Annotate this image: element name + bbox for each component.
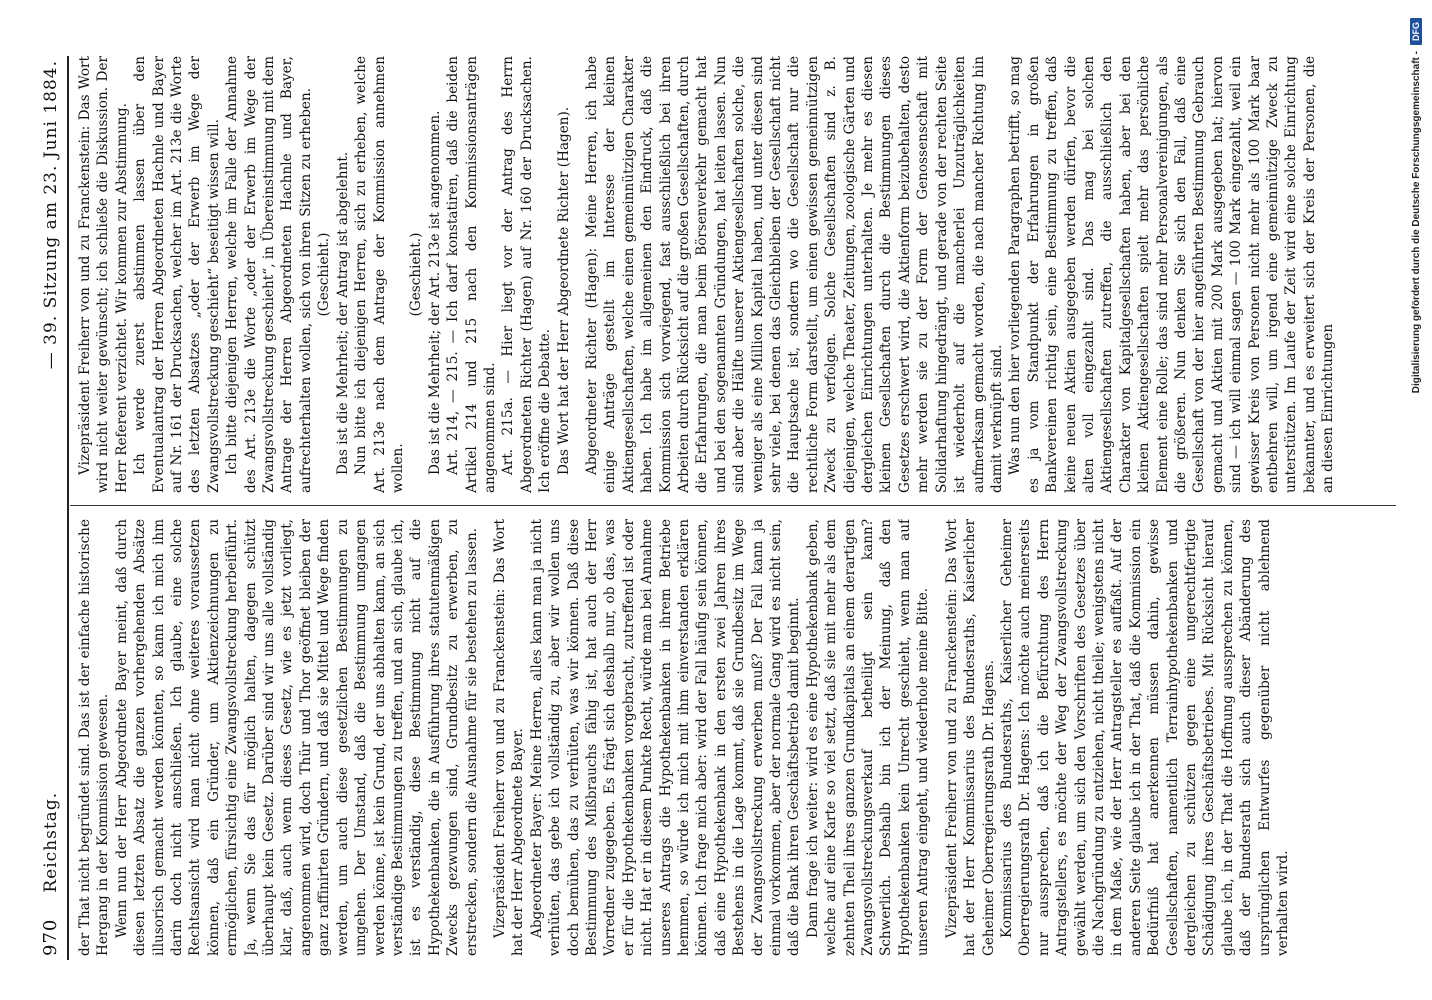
paragraph: Das ist die Mehrheit; der Art. 213e ist angenommen. — [426, 110, 443, 475]
stage-direction: (Geschieht.) — [316, 232, 333, 317]
paragraph: Das ist die Mehrheit; der Antrag ist abgelehnt. — [334, 151, 351, 475]
paragraph: Ich werde zuerst abstimmen lassen über den Eventualantrag der Herren Abgeordneten Hachnle und Bayer auf Nr. 161 der Drucksachen, welcher im Art. 213e die Worte des letzten Absatzes „oder der Erwerb im Wege der Zwangsvollstreckung geschieht“ beseitigt wissen will. — [132, 56, 222, 493]
paragraph: Wenn nun der Herr Abgeordnete Bayer meint, daß durch diesen letzten Absatz die ganzen vorhergehenden Absätze illusorisch gemacht werden könnten, so kann ich mich ihm darin doch nicht anschließen. Ich glaube, eine solche Rechtsansicht wird man nicht ohne weiteres voraussetzen können, daß ein Gründer, um Aktienzeichnungen zu ermöglichen, fürsichtig eine Zwangsvollstreckung herbeiführt. Ja, wenn Sie das für möglich halten, dagegen schützt überhaupt kein Gesetz. Darüber sind wir uns alle vollständig klar, daß, auch wenn dieses Gesetz, wie es jetzt vorliegt, angenommen wird, doch Thür und Thor geöffnet bleiben der ganz raffinirten Gründern, und daß sie Mittel und Wege finden werden, um auch diese gesetzlichen Bestimmungen zu umgehen. Der Umstand, daß die Bestimmung umgangen werden könne, ist kein Grund, der uns abhalten kann, an sich verständige Bestimmungen zu treffen, und an sich, glaube ich, ist es verständig, diese Bestimmung nicht auf die Hypothekenbanken, die in Ausführung ihres statutenmäßigen Zwecks gezwungen sind, Grundbesitz zu erwerben, zu erstrecken, sondern die Ausnahme für sie bestehen zu lassen. — [113, 519, 480, 956]
right-column — [76, 56, 1396, 493]
digitization-credit — [1404, 0, 1428, 1000]
paragraph: der That nicht begründet sind. Das ist der einfache historische Hergang in der Kommission gewesen. — [77, 519, 112, 956]
paragraph: Vizepräsident Freiherr von und zu Franckenstein: Das Wort wird nicht weiter gewünscht; ich schließe die Diskussion. Der Herr Referent verzichtet. Wir kommen zur Abstimmung. — [77, 56, 130, 493]
session-date: — 39. Sitzung am 23. Juni 1884. — [41, 60, 61, 370]
stage-direction: (Geschieht.) — [408, 232, 425, 317]
text-columns — [76, 56, 1396, 956]
paragraph: Vizepräsident Freiherr von und zu Franckenstein: Das Wort hat der Herr Abgeordnete Bayer. — [491, 519, 527, 956]
paragraph: Das Wort hat der Herr Abgeordnete Richter (Hagen). — [555, 106, 572, 475]
page-number: 970 — [40, 918, 61, 956]
column-divider — [70, 505, 1396, 506]
paragraph: Ich bitte diejenigen Herren, welche im Falle der Annahme des Art. 213e die Worte „oder der Erwerb im Wege der Zwangsvollstreckung geschieht“, in Übereinstimmung mit dem Antrage der Herren Abgeordneten Hachnle und Bayer, aufrechterhalten wollen, sich von ihren Sitzen zu erheben. — [224, 56, 314, 493]
publication-title: Reichstag. — [41, 791, 61, 893]
paragraph: Kommissarius des Bundesraths, Kaiserlicher Geheimer Oberregierungsrath Dr. Hagens: Ich möchte auch meinerseits nur aussprechen, daß ich die Befürchtung des Herrn Antragstellers, es möchte der Weg der Zwangsvollstreckung gewählt werden, um sich den Vorschriften des Gesetzes über die Nachgründung zu entziehen, nicht theile; wenigstens nicht in dem Maße, wie der Herr Antragsteller es auffaßt. Auf der anderen Seite glaube ich in der That, daß die Kommission ein Bedürfniß hat anerkennen müssen dahin, gewisse Gesellschaften, namentlich Terrainhypothekenbanken und dergleichen zu schützen gegen eine ungerechtfertigte Schädigung ihres Geschäftsbetriebes. Mit Rücksicht hierauf glaube ich, in der That die Hoffnung aussprechen zu können, daß der Bundesrath sich auch dieser Abänderung des ursprünglichen Entwurfes gegenüber nicht ablehnend verhalten wird. — [998, 519, 1291, 956]
paragraph: Abgeordneter Richter (Hagen): Meine Herren, ich habe einige Anträge gestellt im Interesse der kleinen Aktiengesellschaften, welche einen gemeinnützigen Charakter haben. Ich habe im allgemeinen den Eindruck, daß die Kommission sich vorwiegend, fast ausschließlich bei ihren Arbeiten durch Rücksicht auf die großen Gesellschaften, durch die Erfahrungen, die man beim Börsenverkehr gemacht hat und bei den sogenannten Gründungen, hat leiten lassen. Nun sind aber die Hälfte unserer Aktiengesellschaften solche, die weniger als eine Million Kapital haben, und unter diesen sind sehr viele, bei denen das Gleichbleiben der Gesellschaft nicht die Hauptsache ist, sondern wo die Gesellschaft nur die rechtliche Form darstellt, um einen gewissen gemeinnützigen Zweck zu verfolgen. Solche Gesellschaften sind z. B. diejenigen, welche Theater, Zeitungen, zoologische Gärten und dergleichen Einrichtungen unterhalten. Je mehr es diesen kleinen Gesellschaften durch die Bestimmungen dieses Gesetzes erschwert wird, die Aktienform beizubehalten, desto mehr werden sie zu der Form der Genossenschaft mit Solidarhaftung hingedrängt, und gerade von der rechten Seite ist wiederholt auf die mancherlei Unzuträglichkeiten aufmerksam gemacht worden, die nach mancher Richtung hin damit verknüpft sind. — [583, 56, 1005, 493]
paragraph: Was nun den hier vorliegenden Paragraphen betrifft, so mag es ja vom Standpunkt der Erfahrungen in großen Bankvereinen richtig sein, eine Bestimmung zu treffen, daß keine neuen Aktien ausgegeben werden dürfen, bevor die alten voll eingezahlt sind. Das mag bei solchen Aktiengesellschaften zutreffen, die ausschließlich den Charakter von Kapitalgesellschaften haben, aber bei den kleinen Aktiengesellschaften spielt mehr das persönliche Element eine Rolle; das sind mehr Personalvereinigungen, als die größeren. Nun denken Sie sich den Fall, daß eine Gesellschaft von der hier angeführten Bestimmung Gebrauch gemacht und Aktien mit 200 Mark ausgegeben hat; hiervon sind — ich will einmal sagen — 100 Mark eingezahlt, weil ein gewisser Kreis von Personen nicht mehr als 100 Mark baar entbehren will, um irgend eine gemeinnützige Zweck zu unterstützen. Im Laufe der Zeit wird eine solche Einrichtung bekannter, und es erweitert sich der Kreis der Personen, die an diesen Einrichtungen — [1007, 56, 1337, 493]
page-header — [40, 56, 69, 960]
dfg-logo: DFG — [1410, 18, 1422, 45]
paragraph: Dann frage ich weiter: wird es eine Hypothekenbank geben, welche auf eine Karte so viel setzt, daß sie mit mehr als dem zehnten Theil ihres ganzen Grundkapitals an einem derartigen Zwangsvollstreckungsverkauf betheiligt sein kann? Schwerlich. Deshalb bin ich der Meinung, daß den Hypothekenbanken kein Unrecht geschieht, wenn man auf unseren Antrag eingeht, und wiederhole meine Bitte. — [804, 519, 932, 956]
digitization-text: Digitalisierung gefördert durch die Deutsche Forschungsgemeinschaft - — [1410, 51, 1422, 394]
paragraph: Art. 215a. — Hier liegt vor der Antrag des Herrn Abgeordneten Richter (Hagen) auf Nr. 160 der Drucksachen. Ich eröffne die Debatte. — [500, 56, 554, 493]
left-column — [76, 519, 1396, 956]
paragraph: Vizepräsident Freiherr von und zu Franckenstein: Das Wort hat der Herr Kommissarius des Bundesraths, Kaiserlicher Geheimer Oberregierungsrath Dr. Hagens. — [943, 519, 997, 956]
paragraph: Art. 214, — 215. — Ich darf konstatiren, daß die beiden Artikel 214 und 215 nach den Kommissionsanträgen angenommen sind. — [445, 56, 498, 493]
paragraph: Nun bitte ich diejenigen Herren, sich zu erheben, welche Art. 213e nach dem Antrage der Kommission annehmen wollen. — [353, 56, 406, 493]
paragraph: Abgeordneter Bayer: Meine Herren, alles kann man ja nicht verhüten, das gebe ich vollständig zu, aber wir wollen uns doch bemühen, das zu verhüten, was wir können. Daß diese Bestimmung des Mißbrauchs fähig ist, hat auch der Herr Vorredner zugegeben. Es frägt sich deshalb nur, ob das, was er für die Hypothekenbanken vorgebracht, zutreffend ist oder nicht. Hat er in diesem Punkte Recht, würde man bei Annahme unseres Antrags die Hypothekenbanken in ihrem Betriebe hemmen, so würde ich mich mit ihm einverstanden erklären können. Ich frage mich aber: wird der Fall häufig sein können, daß eine Hypothekenbank in den ersten zwei Jahren ihres Bestehens in die Lage kommt, daß sie Grundbesitz im Wege der Zwangsvollstreckung erwerben muß? Der Fall kann ja einmal vorkommen, aber der normale Gang wird es nicht sein, daß die Bank ihren Geschäftsbetrieb damit beginnt. — [528, 519, 803, 956]
